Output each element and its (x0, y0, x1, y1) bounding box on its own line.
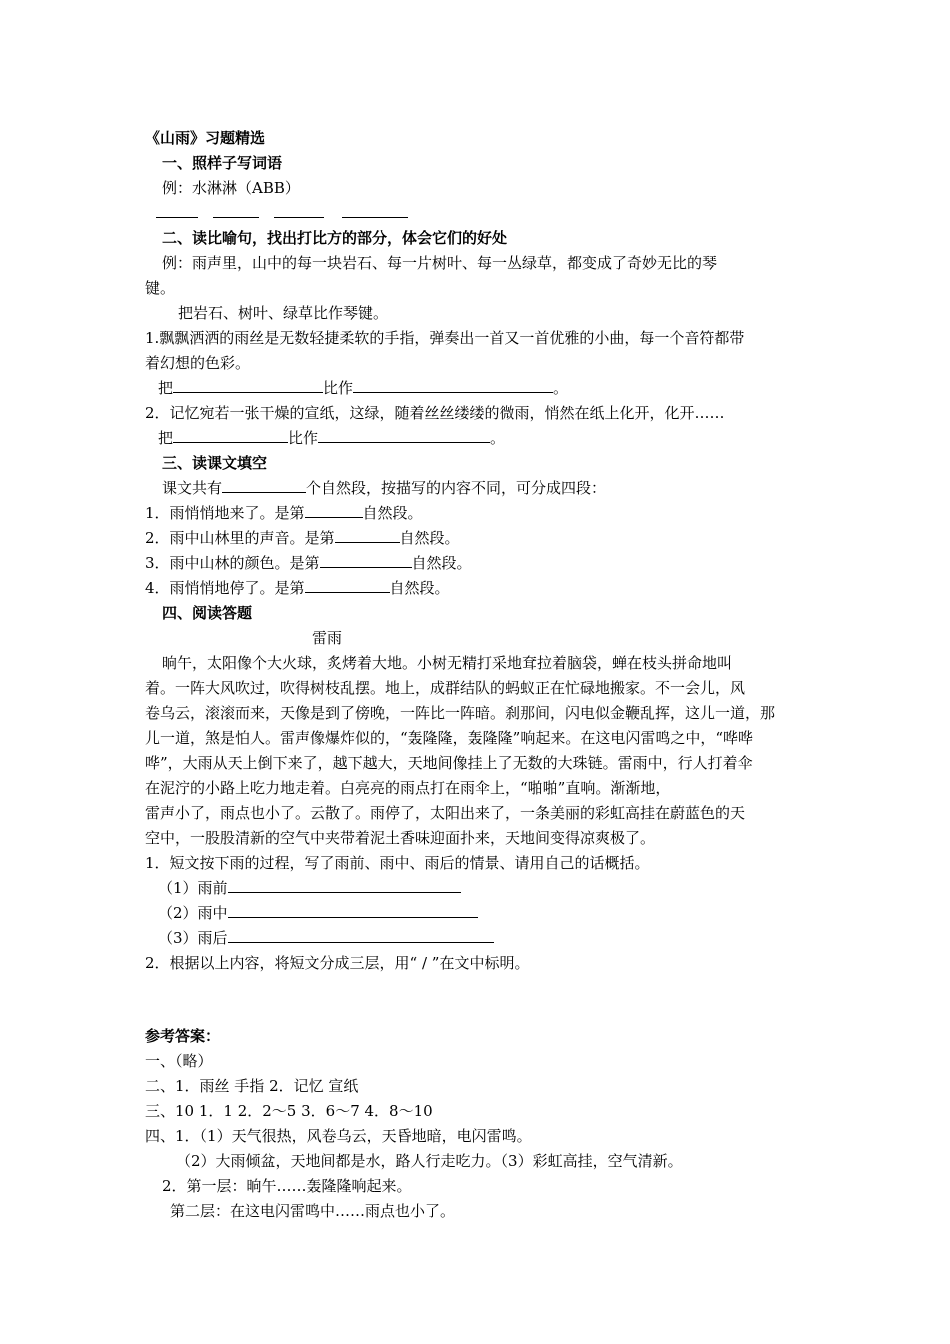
answer-blank[interactable] (320, 551, 412, 568)
section-4-heading: 四、阅读答题 (162, 604, 253, 622)
passage-title: 雷雨 (312, 629, 343, 647)
answer-line: 三、10 1．1 2．2～5 3．6～7 4．8～10 (145, 1102, 433, 1120)
passage-line: 空中，一股股清新的空气中夹带着泥土香味迎面扑来，天地间变得凉爽极了。 (145, 829, 656, 847)
answer-blank[interactable] (305, 501, 363, 518)
answer-line: 二、1．雨丝 手指 2．记忆 宣纸 (145, 1077, 359, 1095)
word-blank[interactable] (156, 201, 198, 218)
section-2-q1-line1: 1.飘飘洒洒的雨丝是无数轻捷柔软的手指，弹奏出一首又一首优雅的小曲，每一个音符都带 (145, 329, 745, 347)
passage-line: 晌午，太阳像个大火球，炙烤着大地。小树无精打采地耷拉着脑袋，蝉在枝头拼命地叫 (162, 654, 733, 672)
answer-line: 第二层：在这电闪雷鸣中……雨点也小了。 (170, 1202, 456, 1220)
answer-blank[interactable] (353, 376, 553, 393)
section-2-q2-answer (158, 426, 505, 450)
passage-line: 在泥泞的小路上吃力地走着。白亮亮的雨点打在雨伞上，“啪啪”直响。渐渐地， (145, 779, 671, 797)
section-4-q1: 1．短文按下雨的过程，写了雨前、雨中、雨后的情景、请用自己的话概括。 (145, 854, 650, 872)
section-2-q2: 2．记忆宛若一张干燥的宣纸，这绿，随着丝丝缕缕的微雨，悄然在纸上化开，化开…… (145, 404, 725, 422)
ba-label: 把 (158, 429, 174, 447)
answer-blank[interactable] (173, 376, 323, 393)
answer-line: 四、1．（1）天气很热，风卷乌云，天昏地暗，电闪雷鸣。 (145, 1127, 532, 1145)
section-4-q2: 2．根据以上内容，将短文分成三层，用“ / ”在文中标明。 (145, 954, 530, 972)
word-blank[interactable] (342, 201, 408, 218)
answer-blank[interactable] (335, 526, 400, 543)
answer-blank[interactable] (228, 876, 461, 893)
section-3-item: 3．雨中山林的颜色。是第 自然段。 (145, 551, 472, 575)
passage-line: 雷声小了，雨点也小了。云散了。雨停了，太阳出来了，一条美丽的彩虹高挂在蔚蓝色的天 (145, 804, 746, 822)
section-1-example: 例：水淋淋（ABB） (162, 179, 300, 197)
section-4-q1-item: （3）雨后 (158, 926, 494, 950)
passage-line: 儿一道，煞是怕人。雷声像爆炸似的，“轰隆隆，轰隆隆”响起来。在这电闪雷鸣之中，“哗哗 (145, 729, 754, 747)
period: 。 (553, 379, 569, 397)
passage-line: 卷乌云，滚滚而来，天像是到了傍晚，一阵比一阵暗。刹那间，闪电似金鞭乱挥，这儿一道，那 (145, 704, 776, 722)
answer-blank[interactable] (173, 426, 288, 443)
section-2-example-answer: 把岩石、树叶、绿草比作琴键。 (178, 304, 389, 322)
word-blank[interactable] (274, 201, 324, 218)
section-4-q1-item: （1）雨前 (158, 876, 461, 900)
bizuo-label: 比作 (288, 429, 319, 447)
section-1-heading: 一、照样子写词语 (162, 154, 283, 172)
section-4-q1-item: （2）雨中 (158, 901, 478, 925)
section-2-example-line2: 键。 (145, 279, 176, 297)
section-2-example-line1: 例：雨声里，山中的每一块岩石、每一片树叶、每一丛绿草，都变成了奇妙无比的琴 (162, 254, 718, 272)
answer-line: 2．第一层：晌午……轰隆隆响起来。 (162, 1177, 412, 1195)
passage-line: 着。一阵大风吹过，吹得树枝乱摆。地上，成群结队的蚂蚁正在忙碌地搬家。不一会儿，风 (145, 679, 746, 697)
section-3-item: 2．雨中山林里的声音。是第 自然段。 (145, 526, 460, 550)
answer-blank[interactable] (228, 901, 478, 918)
section-3-intro: 课文共有 个自然段，按描写的内容不同，可分成四段： (162, 476, 606, 500)
answers-heading: 参考答案： (145, 1027, 221, 1045)
answer-blank[interactable] (305, 576, 390, 593)
ba-label: 把 (158, 379, 174, 397)
passage-line: 哗”，大雨从天上倒下来了，越下越大，天地间像挂上了无数的大珠链。雷雨中，行人打着伞 (145, 754, 753, 772)
section-3-item: 1．雨悄悄地来了。是第 自然段。 (145, 501, 423, 525)
section-2-heading: 二、读比喻句，找出打比方的部分，体会它们的好处 (162, 229, 508, 247)
section-2-q1-line2: 着幻想的色彩。 (145, 354, 251, 372)
word-blanks (156, 201, 408, 225)
section-3-item: 4．雨悄悄地停了。是第 自然段。 (145, 576, 450, 600)
answer-blank[interactable] (222, 476, 306, 493)
answer-blank[interactable] (318, 426, 490, 443)
word-blank[interactable] (213, 201, 259, 218)
period: 。 (490, 429, 506, 447)
section-3-heading: 三、读课文填空 (162, 454, 268, 472)
answer-line: 一、（略） (145, 1052, 213, 1070)
answer-blank[interactable] (228, 926, 494, 943)
section-2-q1-answer (158, 376, 568, 400)
bizuo-label: 比作 (323, 379, 354, 397)
answer-line: （2）大雨倾盆，天地间都是水，路人行走吃力。（3）彩虹高挂，空气清新。 (176, 1152, 683, 1170)
doc-title: 《山雨》习题精选 (145, 129, 266, 147)
